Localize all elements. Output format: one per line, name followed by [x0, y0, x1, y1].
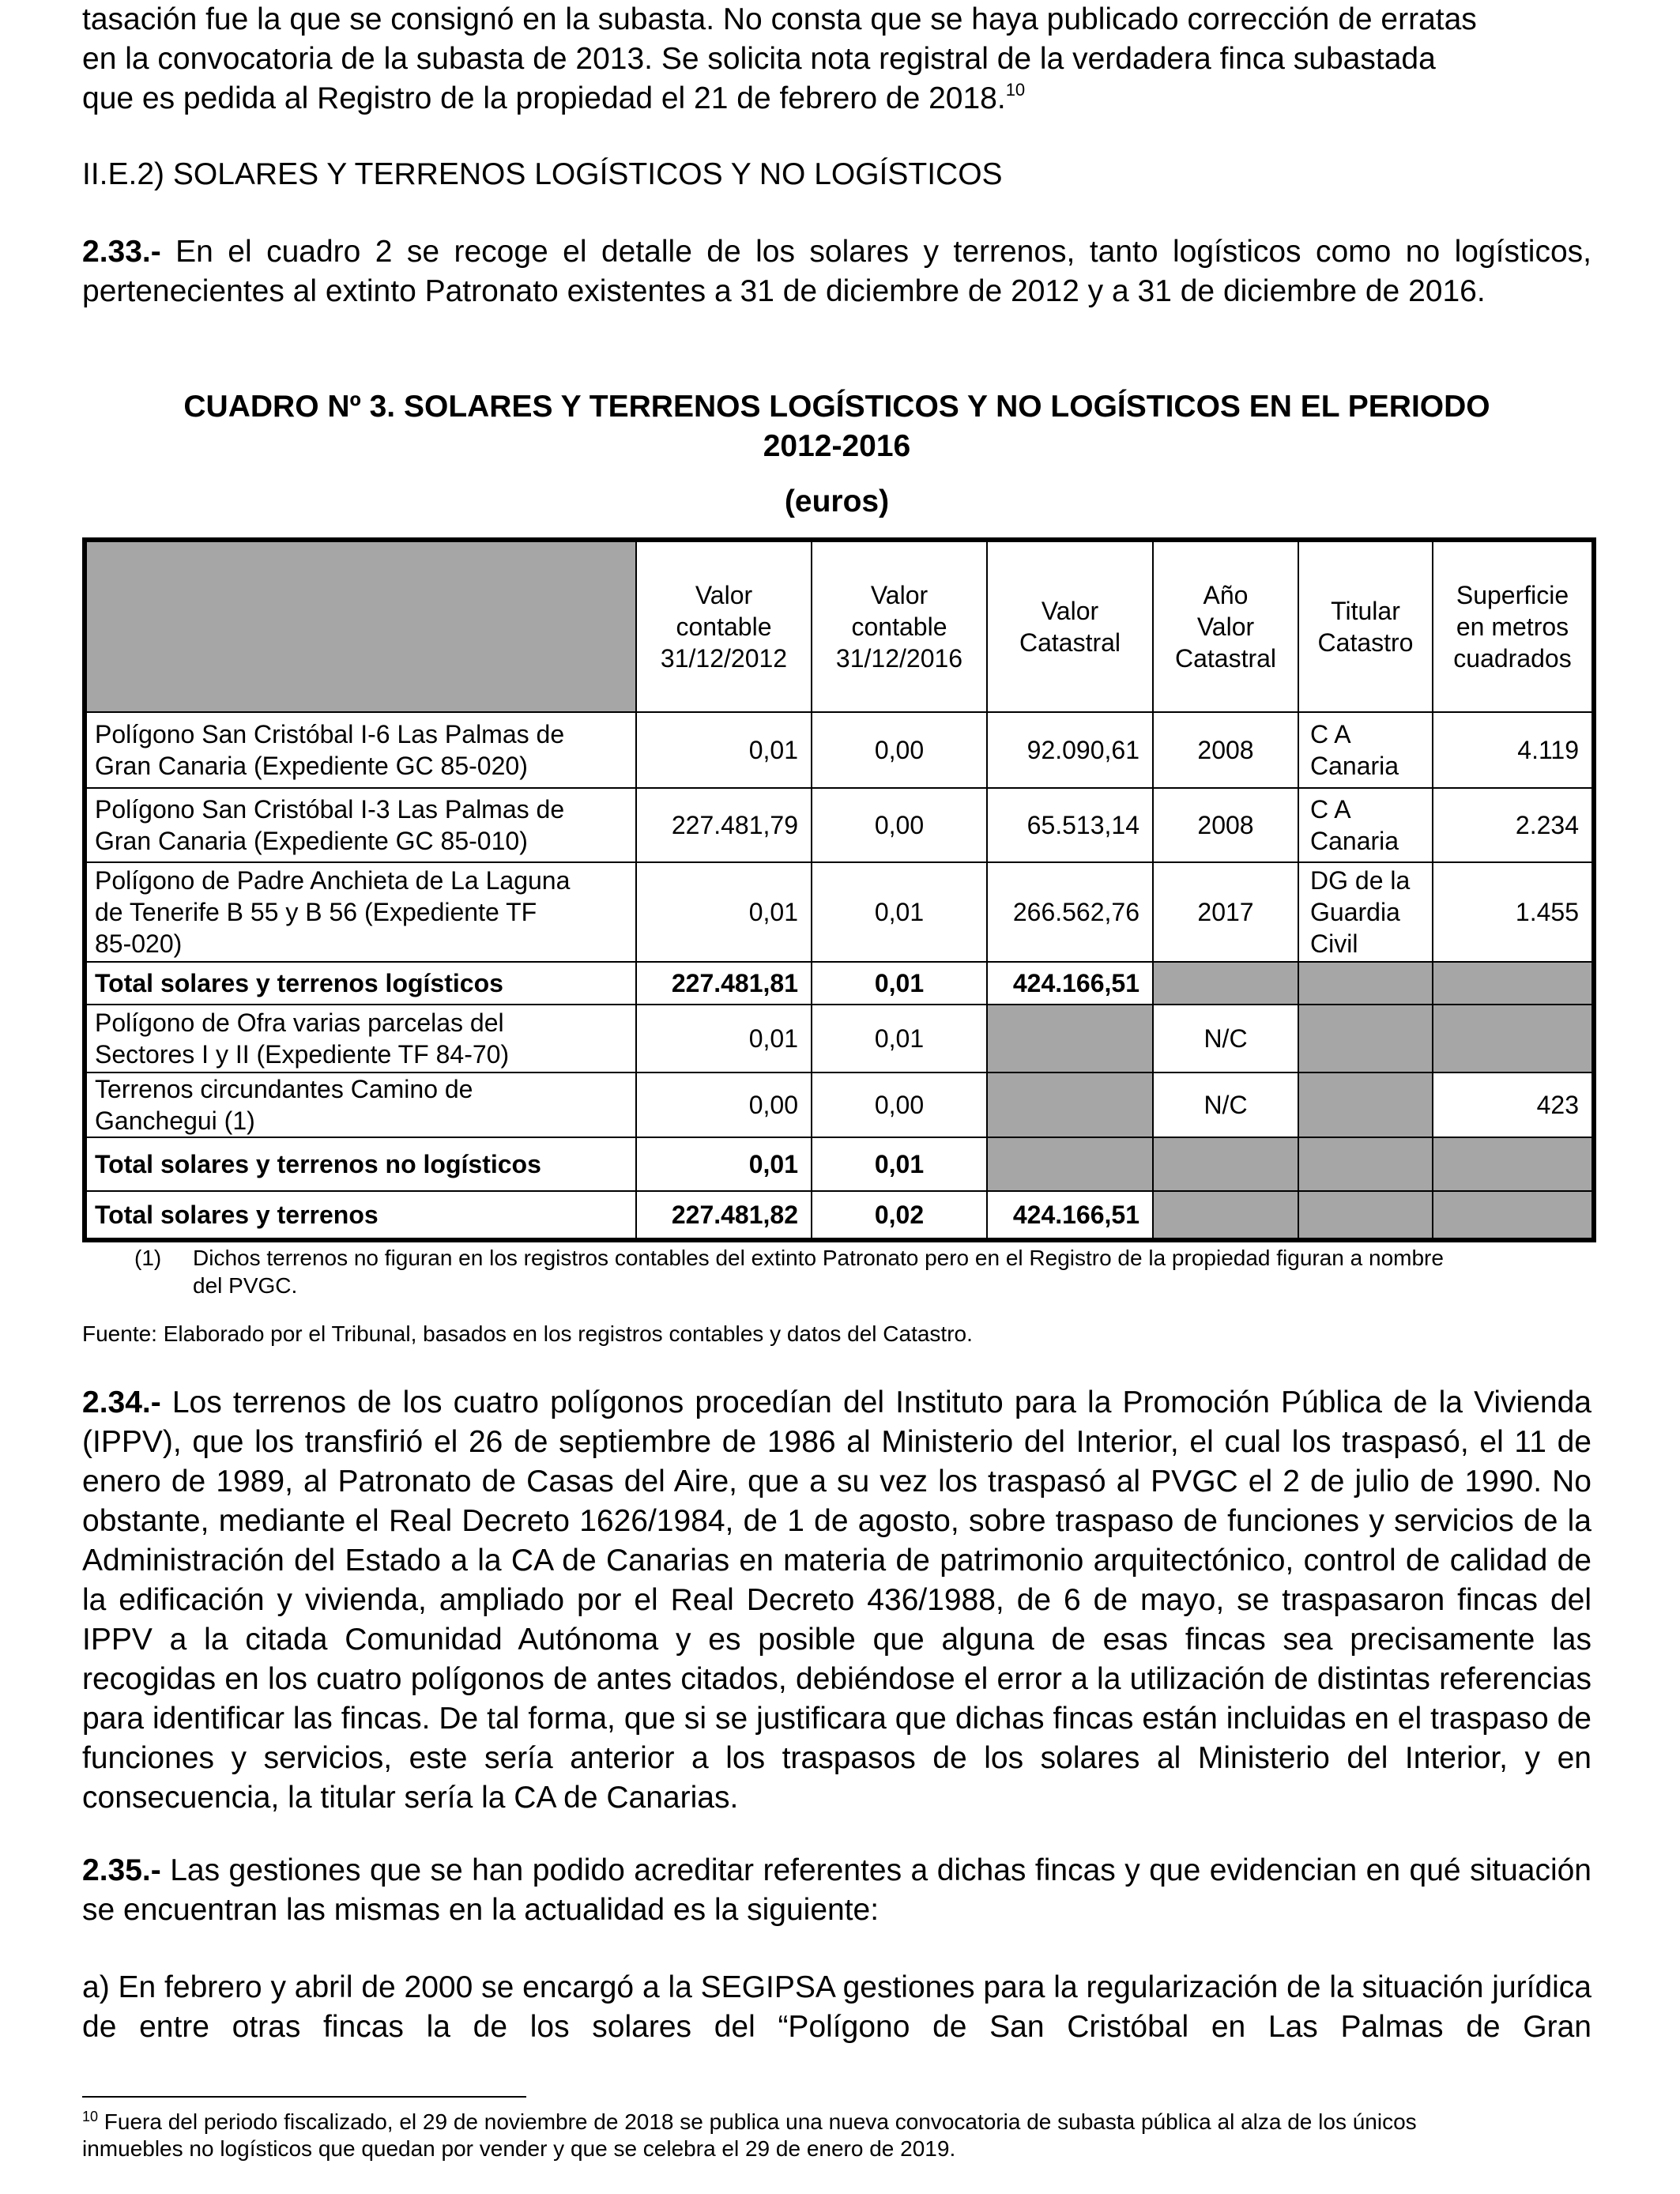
row-description: Total solares y terrenos	[85, 1191, 636, 1240]
cell-valor-2016: 0,01	[812, 862, 987, 962]
shaded-cell	[1298, 1137, 1433, 1191]
cell-anio: 2008	[1153, 712, 1298, 788]
row-description: Polígono San Cristóbal I-3 Las Palmas de Gran Canaria (Expediente GC 85-010)	[85, 788, 636, 862]
paragraph-number: 2.35.-	[82, 1853, 161, 1887]
cell-valor-2012: 227.481,82	[636, 1191, 812, 1240]
footnote-separator	[82, 2096, 526, 2098]
cell-titular: C A Canaria	[1298, 712, 1433, 788]
row-description: Total solares y terrenos logísticos	[85, 962, 636, 1005]
intro-line-1: tasación fue la que se consignó en la subasta. No consta que se haya publicado corrección de erratas	[82, 2, 1477, 36]
table-row	[85, 712, 1594, 788]
header-superficie: Superficie en metros cuadrados	[1433, 540, 1594, 712]
header-anio-catastral: Año Valor Catastral	[1153, 540, 1298, 712]
cell-titular: DG de la Guardia Civil	[1298, 862, 1433, 962]
cell-valor-catastral: 424.166,51	[987, 1191, 1153, 1240]
cell-valor-2012: 0,01	[636, 712, 812, 788]
shaded-cell	[1433, 962, 1594, 1005]
table-title	[82, 387, 1591, 522]
paragraph-text: Las gestiones que se han podido acreditar referentes a dichas fincas y que evidencian en qué situación se encuentran las mismas en la actualidad es la siguiente:	[82, 1853, 1591, 1927]
paragraph-number: 2.33.-	[82, 235, 161, 269]
shaded-cell	[1298, 1005, 1433, 1072]
cell-valor-2016: 0,01	[812, 1137, 987, 1191]
header-blank-cell	[85, 540, 636, 712]
footnote	[82, 2109, 1591, 2162]
shaded-cell	[1433, 1137, 1594, 1191]
note-line-2: del PVGC.	[193, 1273, 298, 1298]
cell-valor-2016: 0,01	[812, 1005, 987, 1072]
cell-valor-2016: 0,01	[812, 962, 987, 1005]
cell-superficie: 1.455	[1433, 862, 1594, 962]
footnote-line-2: inmuebles no logísticos que quedan por vender y que se celebra el 29 de enero de 2019.	[82, 2136, 956, 2161]
row-description: Polígono de Padre Anchieta de La Laguna de Tenerife B 55 y B 56 (Expediente TF 85-020)	[85, 862, 636, 962]
table-unit: (euros)	[784, 484, 890, 518]
intro-line-3: que es pedida al Registro de la propiedad el 21 de febrero de 2018.	[82, 81, 1006, 115]
cell-valor-catastral: 266.562,76	[987, 862, 1153, 962]
cell-anio: 2008	[1153, 788, 1298, 862]
cell-anio: N/C	[1153, 1005, 1298, 1072]
shaded-cell	[1298, 1072, 1433, 1137]
paragraph-2-34	[82, 1383, 1591, 1818]
note-line-1: Dichos terrenos no figuran en los registros contables del extinto Patronato pero en el Registro de la propiedad figuran a nombre	[193, 1246, 1444, 1270]
cell-valor-2016: 0,00	[812, 1072, 987, 1137]
section-heading: II.E.2) SOLARES Y TERRENOS LOGÍSTICOS Y NO LOGÍSTICOS	[82, 157, 1003, 191]
cell-valor-catastral: 424.166,51	[987, 962, 1153, 1005]
shaded-cell	[1298, 962, 1433, 1005]
intro-paragraph	[82, 0, 1591, 119]
table-source: Fuente: Elaborado por el Tribunal, basados en los registros contables y datos del Catastro.	[82, 1321, 973, 1346]
cell-superficie: 423	[1433, 1072, 1594, 1137]
paragraph-2-35	[82, 1851, 1591, 1930]
solares-table	[82, 537, 1591, 1242]
paragraph-number: 2.34.-	[82, 1385, 161, 1419]
cell-valor-catastral: 65.513,14	[987, 788, 1153, 862]
cell-superficie: 2.234	[1433, 788, 1594, 862]
cell-valor-2016: 0,00	[812, 788, 987, 862]
shaded-cell	[1433, 1191, 1594, 1240]
paragraph-text: En el cuadro 2 se recoge el detalle de los solares y terrenos, tanto logísticos como no logísticos, pertenecientes al extinto Patronato existentes a 31 de diciembre de 2012 y a 31 de diciembre de 2016.	[82, 235, 1591, 308]
table-row	[85, 862, 1594, 962]
table-title-line-2: 2012-2016	[763, 429, 911, 463]
cell-valor-2012: 227.481,81	[636, 962, 812, 1005]
cell-valor-2012: 227.481,79	[636, 788, 812, 862]
cell-anio: N/C	[1153, 1072, 1298, 1137]
shaded-cell	[1153, 1191, 1298, 1240]
header-valor-catastral: Valor Catastral	[987, 540, 1153, 712]
total-logisticos-row	[85, 962, 1594, 1005]
shaded-cell	[987, 1137, 1153, 1191]
cell-valor-2012: 0,00	[636, 1072, 812, 1137]
cell-valor-2012: 0,01	[636, 862, 812, 962]
cell-valor-2016: 0,02	[812, 1191, 987, 1240]
cell-valor-catastral: 92.090,61	[987, 712, 1153, 788]
shaded-cell	[1298, 1191, 1433, 1240]
paragraph-a	[82, 1968, 1591, 2047]
header-titular: Titular Catastro	[1298, 540, 1433, 712]
table-row	[85, 1005, 1594, 1072]
cell-superficie: 4.119	[1433, 712, 1594, 788]
header-valor-2012: Valor contable 31/12/2012	[636, 540, 812, 712]
table-header-row	[85, 540, 1594, 712]
row-description: Polígono San Cristóbal I-6 Las Palmas de Gran Canaria (Expediente GC 85-020)	[85, 712, 636, 788]
shaded-cell	[987, 1072, 1153, 1137]
footnote-line-1: Fuera del periodo fiscalizado, el 29 de noviembre de 2018 se publica una nueva convocatoria de subasta pública al alza de los únicos	[98, 2109, 1417, 2134]
footnote-number: 10	[82, 2109, 99, 2124]
table-row	[85, 1072, 1594, 1137]
shaded-cell	[1153, 962, 1298, 1005]
row-description: Terrenos circundantes Camino de Ganchegui (1)	[85, 1072, 636, 1137]
cell-valor-2012: 0,01	[636, 1137, 812, 1191]
intro-line-2: en la convocatoria de la subasta de 2013. Se solicita nota registral de la verdadera finca subastada	[82, 42, 1436, 76]
note-marker: (1)	[134, 1246, 162, 1270]
shaded-cell	[1153, 1137, 1298, 1191]
table-note	[134, 1244, 1591, 1299]
header-valor-2016: Valor contable 31/12/2016	[812, 540, 987, 712]
footnote-reference[interactable]: 10	[1005, 80, 1026, 100]
row-description: Polígono de Ofra varias parcelas del Sectores I y II (Expediente TF 84-70)	[85, 1005, 636, 1072]
total-no-logisticos-row	[85, 1137, 1594, 1191]
paragraph-text: Los terrenos de los cuatro polígonos procedían del Instituto para la Promoción Pública de la Vivienda (IPPV), que los transfirió el 26 de septiembre de 1986 al Ministerio del Interior, el cual los traspasó, el 11 de enero de 1989, al Patronato de Casas del Aire, que a su vez los traspasó al PVGC el 2 de julio de 1990. No obstante, mediante el Real Decreto 1626/1984, de 1 de agosto, sobre traspaso de funciones y servicios de la Administración del Estado a la CA de Canarias en materia de patrimonio arquitectónico, control de calidad de la edificación y vivienda, ampliado por el Real Decreto 436/1988, de 6 de mayo, se traspasaron fincas del IPPV a la citada Comunidad Autónoma y es posible que alguna de esas fincas sea precisamente las recogidas en los cuatro polígonos de antes citados, debiéndose el error a la utilización de distintas referencias para identificar las fincas. De tal forma, que si se justificara que dichas fincas están incluidas en el traspaso de funciones y servicios, este sería anterior a los traspasos de los solares al Ministerio del Interior, y en consecuencia, la titular sería la CA de Canarias.	[82, 1385, 1591, 1815]
row-description: Total solares y terrenos no logísticos	[85, 1137, 636, 1191]
cell-valor-2016: 0,00	[812, 712, 987, 788]
total-row	[85, 1191, 1594, 1240]
table-title-line-1: CUADRO Nº 3. SOLARES Y TERRENOS LOGÍSTICOS Y NO LOGÍSTICOS EN EL PERIODO	[183, 390, 1490, 424]
paragraph-2-33	[82, 232, 1591, 311]
cell-valor-2012: 0,01	[636, 1005, 812, 1072]
table-row	[85, 788, 1594, 862]
cell-anio: 2017	[1153, 862, 1298, 962]
paragraph-text: a) En febrero y abril de 2000 se encargó a la SEGIPSA gestiones para la regularización de la situación jurídica de entre otras fincas la de los solares del “Polígono de San Cristóbal en Las Palmas de Gran	[82, 1970, 1591, 2044]
cell-titular: C A Canaria	[1298, 788, 1433, 862]
shaded-cell	[1433, 1005, 1594, 1072]
shaded-cell	[987, 1005, 1153, 1072]
